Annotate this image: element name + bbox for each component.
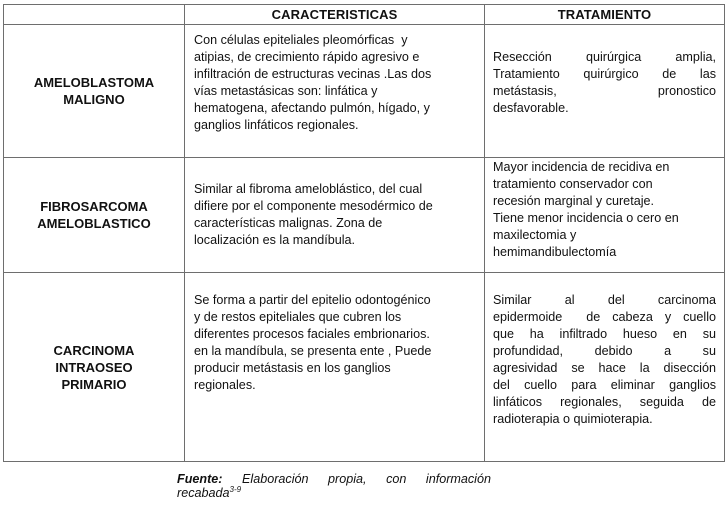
table-row: [4, 273, 725, 462]
tumor-name-line: CARCINOMA: [53, 342, 135, 358]
characteristics-cell: [185, 273, 485, 462]
text-line: Resección quirúrgica amplia,: [493, 50, 716, 64]
source-text: recabada: [177, 486, 230, 500]
source-line-1: [177, 472, 491, 486]
tumor-name-cell: [4, 25, 185, 158]
source-word: con: [386, 472, 407, 486]
text-line: linfáticos regionales, seguida de: [493, 395, 716, 409]
tumor-name-line: AMELOBLASTOMA: [33, 75, 155, 90]
text-line: y de restos epiteliales que cubren los: [194, 310, 402, 324]
text-line: Tratamiento quirúrgico de las: [493, 67, 716, 81]
tumor-name-cell: [4, 158, 185, 273]
source-word: propia,: [328, 472, 367, 486]
text-line: vías metastásicas son: linfática y: [194, 84, 378, 98]
text-line: Se forma a partir del epitelio odontogénico: [194, 293, 431, 307]
text-line: Similar al del carcinoma: [493, 293, 716, 307]
text-line: hematogena, afectando pulmón, hígado, y: [194, 101, 430, 115]
text-line: Mayor incidencia de recidiva en: [493, 160, 670, 174]
text-line: hemimandibulectomía: [493, 245, 617, 259]
text-line: profundidad, debido a su: [493, 344, 716, 358]
table-row: [4, 25, 725, 158]
treatment-cell: [485, 158, 725, 273]
text-line: en la mandíbula, se presenta ente , Puede: [194, 344, 432, 358]
text-line: ganglios linfáticos regionales.: [194, 118, 359, 132]
reference-superscript: 3-9: [229, 485, 242, 494]
text-line: localización es la mandíbula.: [194, 233, 356, 247]
header-blank: [4, 5, 185, 25]
text-line: maxilectomia y: [493, 228, 577, 242]
comparison-table: [3, 4, 725, 462]
tumor-name-line: FIBROSARCOMA: [40, 199, 148, 214]
text-line: atipias, de crecimiento rápido agresivo e: [194, 50, 420, 64]
source-note: [177, 472, 491, 500]
text-line: características malignas. Zona de: [194, 216, 383, 230]
characteristics-cell: [185, 158, 485, 273]
text-line: diferentes procesos faciales embrionarios.: [194, 327, 430, 341]
table-row: [4, 158, 725, 273]
text-line: Con células epiteliales pleomórficas y: [194, 33, 408, 47]
characteristics-cell: [185, 25, 485, 158]
text-line: Tiene menor incidencia o cero en: [493, 211, 679, 225]
header-characteristics: CARACTERISTICAS: [185, 5, 485, 25]
text-line: epidermoide de cabeza y cuello: [493, 310, 716, 324]
text-line: producir metástasis en los ganglios: [194, 361, 391, 375]
source-word: Elaboración: [242, 472, 309, 486]
text-line: metástasis, pronostico: [493, 84, 716, 98]
source-line-2: [177, 486, 491, 500]
header-treatment: TRATAMIENTO: [485, 5, 725, 25]
table-header-row: [4, 5, 725, 25]
tumor-name-cell: [4, 273, 185, 462]
tumor-name-line: PRIMARIO: [61, 376, 127, 392]
text-line: que ha infiltrado hueso en su: [493, 327, 716, 341]
text-line: tratamiento conservador con: [493, 177, 653, 191]
text-line: regionales.: [194, 378, 256, 392]
tumor-name-line: INTRAOSEO: [55, 359, 133, 375]
tumor-name-line: MALIGNO: [63, 92, 125, 107]
text-line: desfavorable.: [493, 101, 569, 115]
tumor-name-line: AMELOBLASTICO: [37, 216, 151, 231]
treatment-cell: [485, 273, 725, 462]
text-line: Similar al fibroma ameloblástico, del cual: [194, 182, 423, 196]
treatment-cell: [485, 25, 725, 158]
text-line: infiltración de estructuras vecinas .Las dos: [194, 67, 432, 81]
source-word: información: [425, 472, 491, 486]
text-line: difiere por el componente mesodérmico de: [194, 199, 433, 213]
text-line: recesión marginal y curetaje.: [493, 194, 654, 208]
text-line: agresividad se hace la disección: [493, 361, 716, 375]
text-line: del cuello para eliminar ganglios: [493, 378, 716, 392]
source-label: Fuente:: [177, 472, 223, 486]
text-line: radioterapia o quimioterapia.: [493, 412, 653, 426]
